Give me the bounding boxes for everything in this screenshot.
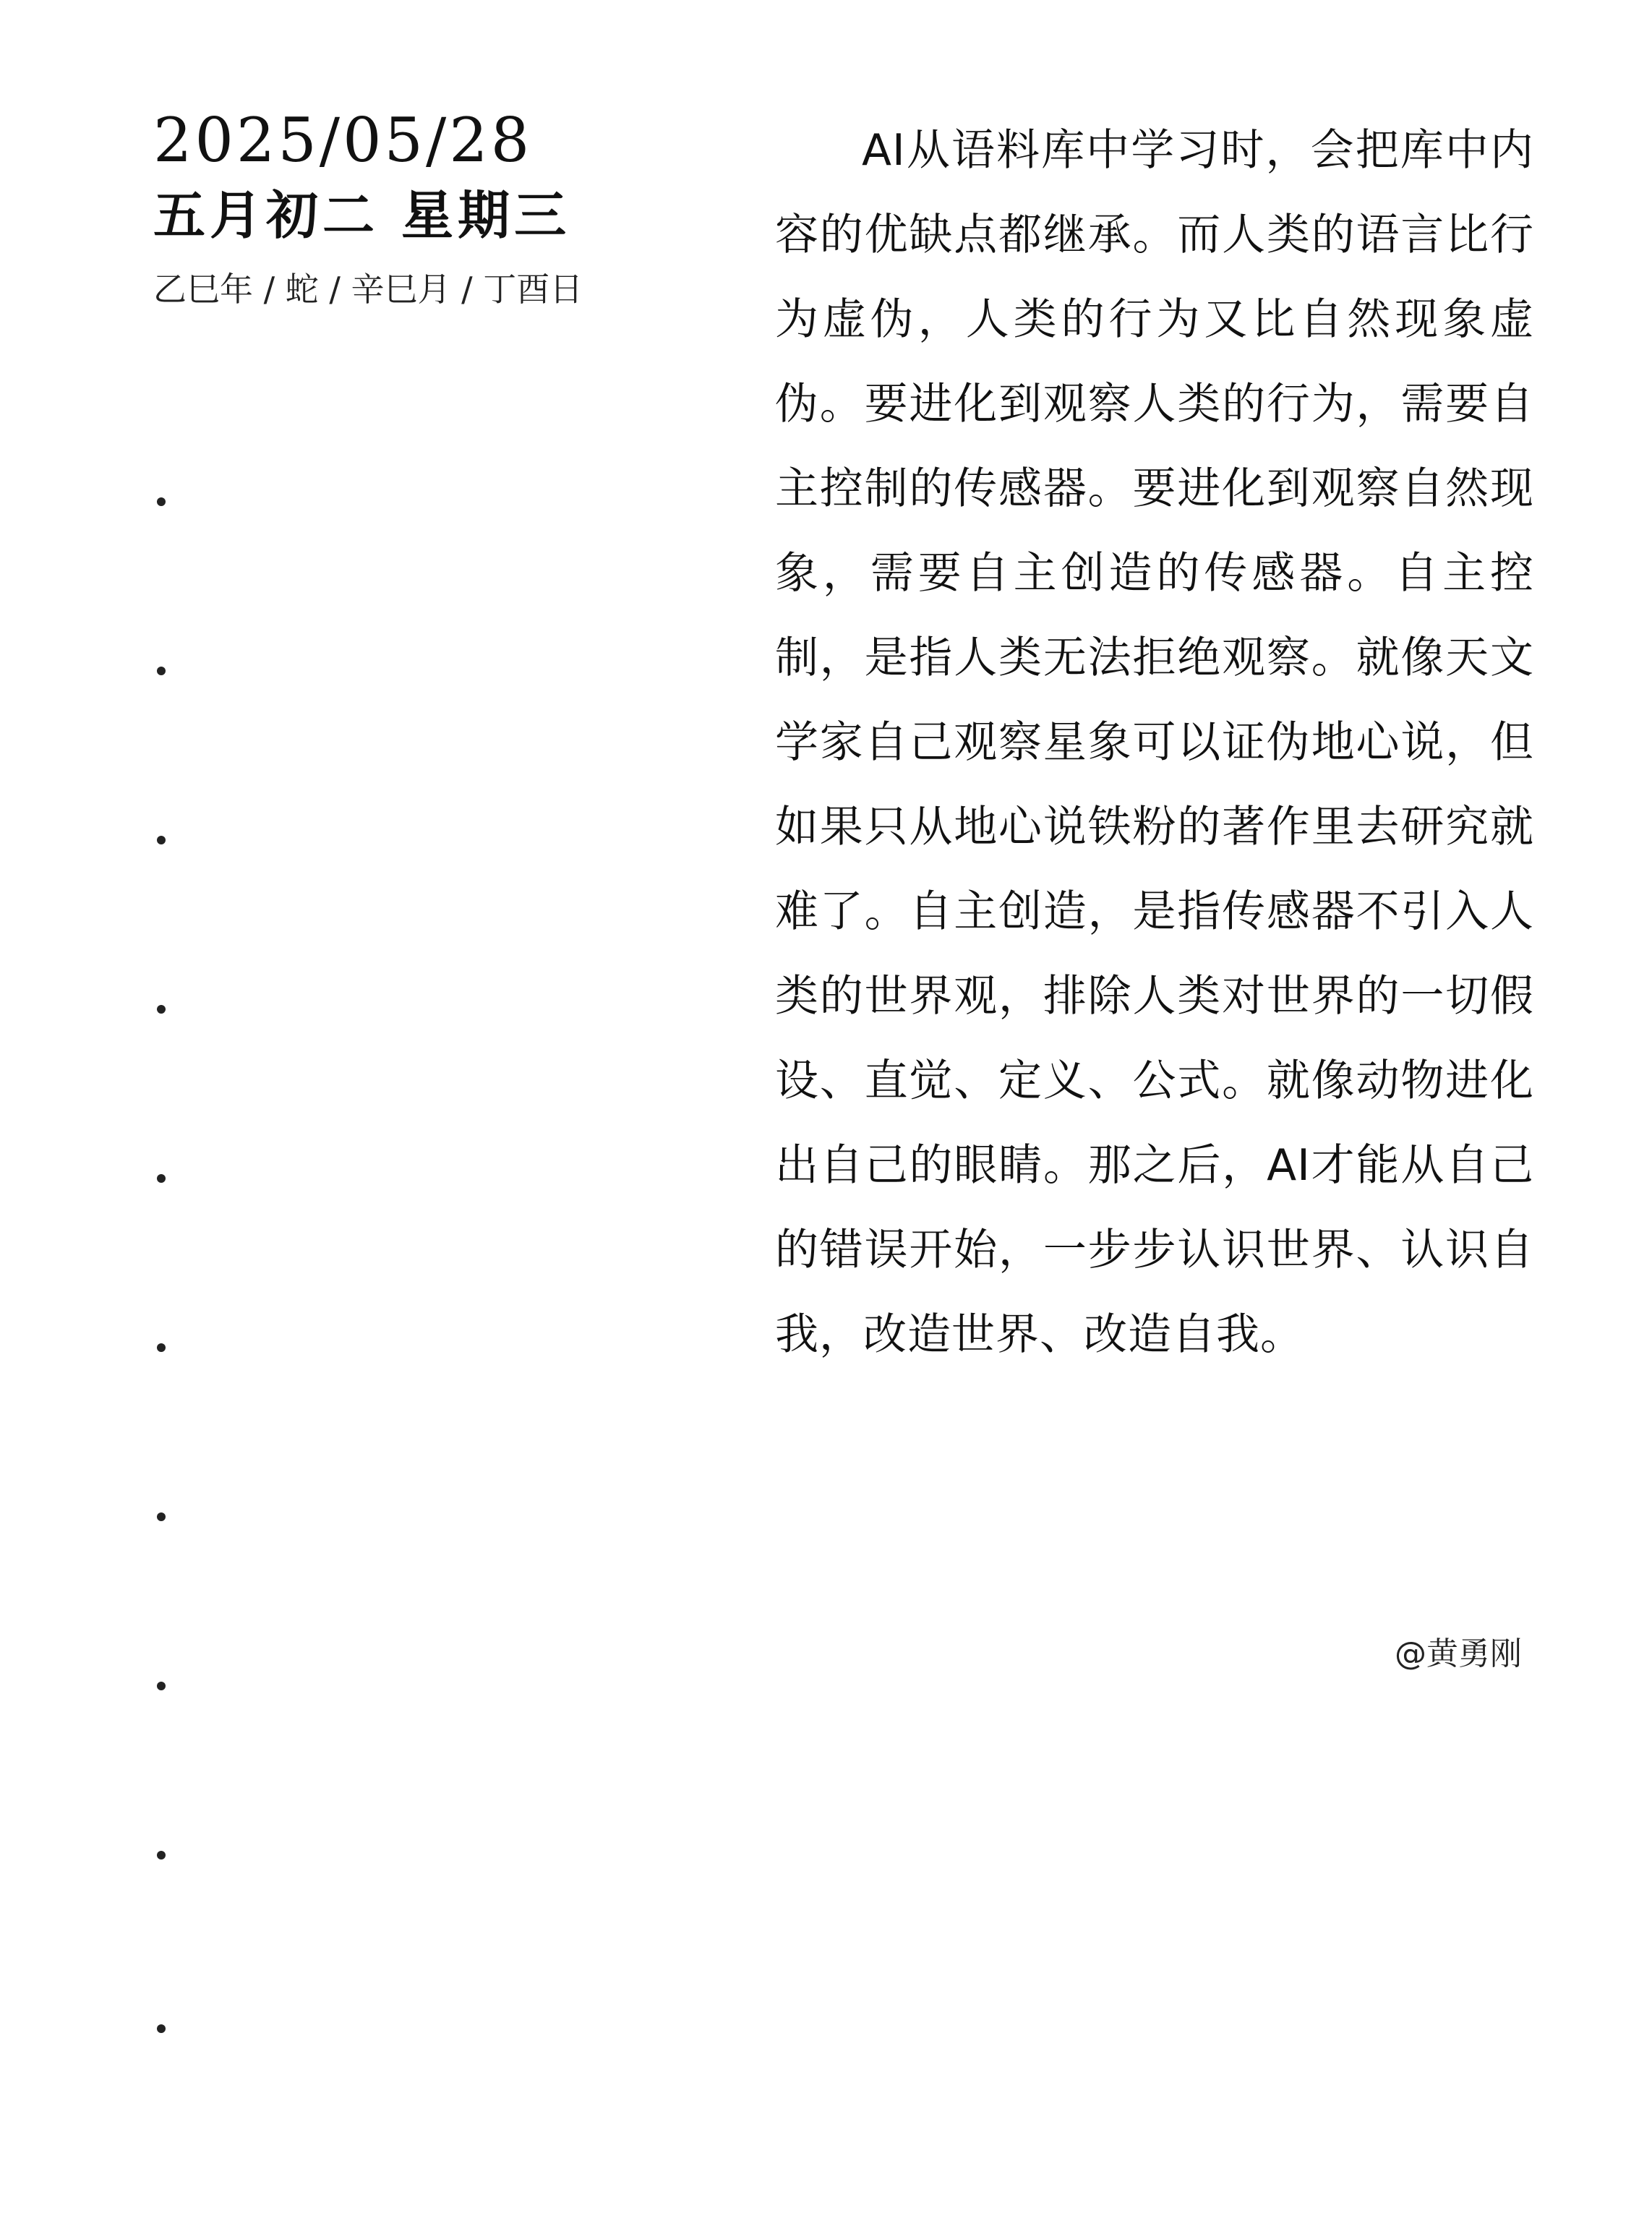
ganzhi-calendar: 乙巳年 / 蛇 / 辛巳月 / 丁酉日 [153, 270, 583, 309]
bullet-dot [157, 1851, 166, 1860]
bullet-dot [157, 836, 166, 844]
article-body: AI从语料库中学习时，会把库中内容的优缺点都继承。而人类的语言比行为虚伪，人类的行为又比自然现象虚伪。要进化到观察人类的行为，需要自主控制的传感器。要进化到观察自然现象，需要自主创造的传感器。自主控制，是指人类无法拒绝观察。就像天文学家自己观察星象可以证伪地心说，但如果只从地心说铁粉的著作里去研究就难了。自主创造，是指传感器不引入人类的世界观，排除人类对世界的一切假设、直觉、定义、公式。就像动物进化出自己的眼睛。那之后，AI才能从自己的错误开始，一步步认识世界、认识自我，改造世界、改造自我。 [775, 125, 1534, 1360]
bullet-dot [157, 497, 166, 506]
gregorian-date: 2025/05/28 [153, 105, 533, 176]
bullet-dot [157, 1005, 166, 1014]
bullet-dot [157, 667, 166, 675]
bullet-dot [157, 1343, 166, 1352]
bullet-dot [157, 1682, 166, 1690]
bullet-dot [157, 1512, 166, 1521]
author-signature: @黄勇刚 [1395, 1635, 1522, 1672]
lunar-date-weekday: 五月初二 星期三 [153, 184, 571, 246]
bullet-dot [157, 1174, 166, 1183]
bullet-dot [157, 2024, 166, 2033]
